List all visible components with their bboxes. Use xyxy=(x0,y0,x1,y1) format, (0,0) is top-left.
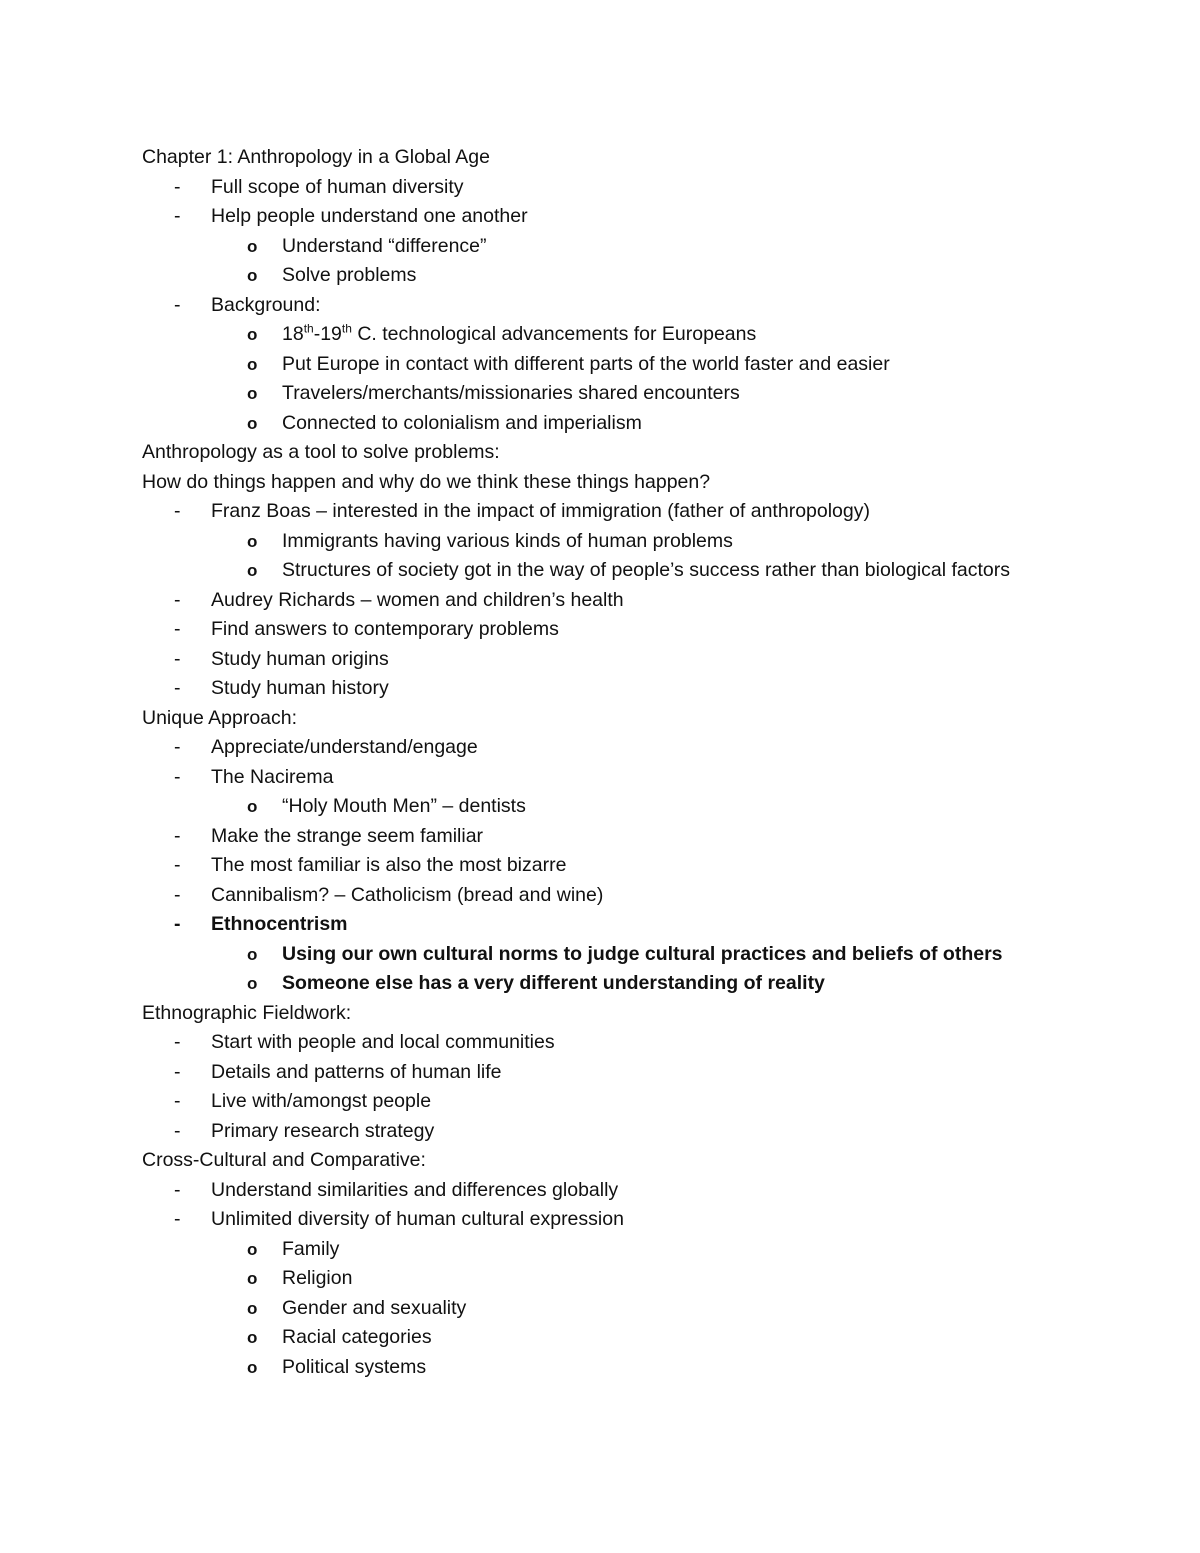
list-item xyxy=(142,586,1062,616)
section-heading xyxy=(142,143,1062,173)
item-text: Someone else has a very different understanding of reality xyxy=(282,972,825,994)
list-item xyxy=(142,763,1062,793)
circle-bullet-icon: o xyxy=(247,1239,258,1259)
circle-bullet-icon: o xyxy=(247,531,258,551)
dash-bullet-icon: - xyxy=(174,1060,181,1083)
list-item xyxy=(142,881,1062,911)
document-page xyxy=(142,143,1062,1382)
list-item xyxy=(142,940,1062,970)
list-item xyxy=(142,1294,1062,1324)
dash-bullet-icon: - xyxy=(174,1208,181,1230)
circle-bullet-icon: o xyxy=(247,944,258,964)
item-text: Franz Boas – interested in the impact of immigration (father of anthropology) xyxy=(211,500,870,522)
list-item xyxy=(142,1353,1062,1383)
item-text: Structures of society got in the way of people’s success rather than biological factors xyxy=(282,559,1011,581)
item-text: Political systems xyxy=(282,1355,427,1378)
list-item xyxy=(142,379,1062,409)
item-text: Audrey Richards – women and children’s health xyxy=(211,588,624,611)
list-item xyxy=(142,733,1062,763)
list-item xyxy=(142,409,1062,439)
dash-bullet-icon: - xyxy=(174,1119,181,1142)
item-text: Primary research strategy xyxy=(211,1119,435,1142)
item-text: Ethnocentrism xyxy=(211,913,348,935)
item-text: Study human origins xyxy=(211,647,389,670)
list-item xyxy=(142,1323,1062,1353)
circle-bullet-icon: o xyxy=(247,413,258,433)
item-text: Live with/amongst people xyxy=(211,1090,432,1112)
item-text: The Nacirema xyxy=(211,765,334,788)
dash-bullet-icon: - xyxy=(174,500,181,522)
dash-bullet-icon: - xyxy=(174,1031,181,1053)
item-text: Connected to colonialism and imperialism xyxy=(282,411,642,434)
item-text: Family xyxy=(282,1237,340,1260)
circle-bullet-icon: o xyxy=(247,325,258,344)
dash-bullet-icon: - xyxy=(174,765,181,788)
circle-bullet-icon: o xyxy=(247,384,258,403)
list-item xyxy=(142,910,1062,940)
list-item xyxy=(142,822,1062,852)
item-text: Using our own cultural norms to judge cultural practices and beliefs of others xyxy=(282,942,1003,965)
list-item xyxy=(142,232,1062,262)
item-text: Full scope of human diversity xyxy=(211,175,464,198)
list-item xyxy=(142,1087,1062,1117)
list-item xyxy=(142,291,1062,321)
list-item xyxy=(142,527,1062,557)
list-item xyxy=(142,1235,1062,1265)
dash-bullet-icon: - xyxy=(174,824,181,847)
list-item xyxy=(142,350,1062,380)
circle-bullet-icon: o xyxy=(247,1269,258,1288)
item-text: “Holy Mouth Men” – dentists xyxy=(282,795,526,817)
dash-bullet-icon: - xyxy=(174,175,181,198)
circle-bullet-icon: o xyxy=(247,354,258,374)
list-item xyxy=(142,261,1062,291)
item-text: Find answers to contemporary problems xyxy=(211,618,559,640)
dash-bullet-icon: - xyxy=(174,205,181,227)
list-item xyxy=(142,792,1062,822)
dash-bullet-icon: - xyxy=(174,677,181,699)
list-item xyxy=(142,202,1062,232)
dash-bullet-icon: - xyxy=(174,647,181,670)
item-text: Understand “difference” xyxy=(282,234,487,257)
list-item xyxy=(142,173,1062,203)
item-text: Put Europe in contact with different parts of the world faster and easier xyxy=(282,352,890,375)
heading-text: Unique Approach: xyxy=(142,706,298,729)
item-text: Start with people and local communities xyxy=(211,1031,555,1053)
item-text: Make the strange seem familiar xyxy=(211,824,484,847)
circle-bullet-icon: o xyxy=(247,1328,258,1347)
list-item xyxy=(142,1176,1062,1206)
item-text: Travelers/merchants/missionaries shared encounters xyxy=(282,382,740,404)
item-text: Background: xyxy=(211,293,321,316)
list-item xyxy=(142,969,1062,999)
list-item xyxy=(142,1205,1062,1235)
list-item xyxy=(142,851,1062,881)
circle-bullet-icon: o xyxy=(247,974,258,993)
list-item xyxy=(142,615,1062,645)
item-text: The most familiar is also the most bizarre xyxy=(211,854,567,876)
dash-bullet-icon: - xyxy=(174,588,181,611)
list-item xyxy=(142,1028,1062,1058)
dash-bullet-icon: - xyxy=(174,913,181,935)
item-text: Study human history xyxy=(211,677,389,699)
item-text: 18th-19th C. technological advancements for Europeans xyxy=(282,321,757,345)
item-text: Solve problems xyxy=(282,264,417,286)
item-text: Appreciate/understand/engage xyxy=(211,736,478,758)
item-text: Gender and sexuality xyxy=(282,1296,467,1319)
item-text: Understand similarities and differences globally xyxy=(211,1178,619,1201)
section-heading xyxy=(142,999,1062,1029)
heading-text: Chapter 1: Anthropology in a Global Age xyxy=(142,146,490,168)
dash-bullet-icon: - xyxy=(174,293,181,316)
item-text: Unlimited diversity of human cultural expression xyxy=(211,1208,624,1230)
item-text: Racial categories xyxy=(282,1326,432,1348)
item-text: Details and patterns of human life xyxy=(211,1060,502,1083)
circle-bullet-icon: o xyxy=(247,1298,258,1318)
list-item xyxy=(142,556,1062,586)
list-item xyxy=(142,1117,1062,1147)
heading-text: Anthropology as a tool to solve problems: xyxy=(142,441,500,463)
list-item xyxy=(142,1058,1062,1088)
circle-bullet-icon: o xyxy=(247,1357,258,1377)
item-text: Cannibalism? – Catholicism (bread and wine) xyxy=(211,883,604,906)
heading-text: Ethnographic Fieldwork: xyxy=(142,1001,352,1024)
dash-bullet-icon: - xyxy=(174,1090,181,1112)
list-item xyxy=(142,1264,1062,1294)
dash-bullet-icon: - xyxy=(174,883,181,906)
circle-bullet-icon: o xyxy=(247,266,258,285)
section-heading xyxy=(142,468,1062,498)
list-item xyxy=(142,645,1062,675)
dash-bullet-icon: - xyxy=(174,618,181,640)
item-text: Religion xyxy=(282,1267,353,1289)
item-text: Help people understand one another xyxy=(211,205,528,227)
circle-bullet-icon: o xyxy=(247,797,258,816)
dash-bullet-icon: - xyxy=(174,1178,181,1201)
section-heading xyxy=(142,704,1062,734)
list-item xyxy=(142,497,1062,527)
heading-text: How do things happen and why do we think these things happen? xyxy=(142,470,711,493)
section-heading xyxy=(142,1146,1062,1176)
heading-text: Cross-Cultural and Comparative: xyxy=(142,1149,426,1171)
dash-bullet-icon: - xyxy=(174,854,181,876)
section-heading xyxy=(142,438,1062,468)
item-text: Immigrants having various kinds of human problems xyxy=(282,529,733,552)
list-item xyxy=(142,320,1062,350)
list-item xyxy=(142,674,1062,704)
circle-bullet-icon: o xyxy=(247,561,258,580)
circle-bullet-icon: o xyxy=(247,236,258,256)
dash-bullet-icon: - xyxy=(174,736,181,758)
